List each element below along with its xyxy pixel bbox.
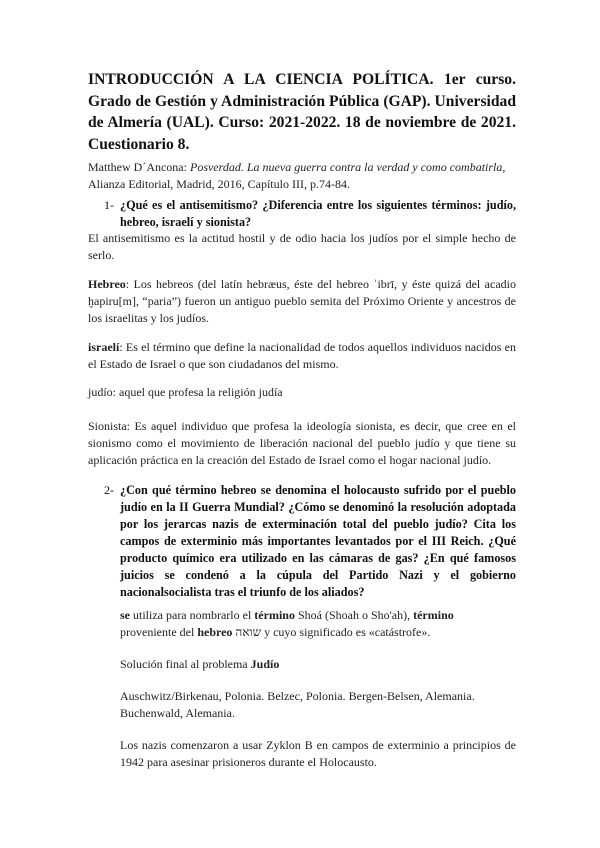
israeli-text: : Es el término que define la nacionalidad de todos aquellos individuos nacidos en el Estado de Israel o que son ciudadanos del mismo. (88, 340, 516, 371)
question-2-number: 2- (104, 483, 114, 497)
israeli-term: israelí (88, 340, 120, 354)
israeli-definition (88, 339, 516, 373)
shoa-word-1: se (120, 608, 130, 622)
shoa-word-4: hebreo (197, 625, 233, 639)
shoa-text-2: Shoá (Shoah o Sho'ah), (294, 608, 414, 622)
question-2-text: ¿Con qué término hebreo se denomina el holocausto sufrido por el pueblo judío en la II Guerra Mundial? ¿Cómo se denominó la resolución adoptada por los jerarcas nazis de exterminación total del pueblo judío? Cita los campos de exterminio más importantes levantados por el III Reich. ¿Qué producto químico era utilizado en las cámaras de gas? ¿En qué famosos juicios se condenó a la cúpula del Partido Nazi y el gobierno nacionalsocialista tras el triunfo de los aliados? (120, 483, 516, 599)
zyklon-answer: Los nazis comenzaron a usar Zyklon B en campos de exterminio a principios de 1942 para asesinar prisioneros durante el Holocausto. (120, 738, 516, 769)
solucion-final-answer (120, 656, 516, 673)
shoa-text-3: proveniente del (120, 625, 198, 639)
solucion-text: Solución final al problema (120, 657, 251, 671)
question-1-text: ¿Qué es el antisemitismo? ¿Diferencia entre los siguientes términos: judío, hebreo, israelí y sionista? (120, 198, 516, 229)
shoa-word-2: término (254, 608, 295, 622)
reference-work-title: Posverdad. La nueva guerra contra la verdad y como combatirla (189, 160, 503, 174)
campos-answer: Auschwitz/Birkenau, Polonia. Belzec, Polonia. Bergen-Belsen, Alemania. Buchenwald, Alemania. (120, 689, 475, 720)
shoa-answer (120, 607, 516, 641)
shoa-text-4: שואה y cuyo significado es «catástrofe». (232, 625, 431, 639)
question-1-number: 1- (104, 198, 114, 212)
judio-definition: judío: aquel que profesa la religión judía (88, 385, 283, 399)
shoa-text-1: utiliza para nombrarlo el (130, 608, 255, 622)
shoa-word-3: término (413, 608, 454, 622)
sionista-definition: Sionista: Es aquel individuo que profesa la ideología sionista, es decir, que cree en el sionismo como el movimiento de liberación nacional del pueblo judío y que tiene su aplicación práctica en la creación del Estado de Israel como el hogar nacional judío. (88, 419, 516, 467)
hebreo-term: Hebreo (88, 277, 126, 291)
reference-details: , Alianza Editorial, Madrid, 2016, Capítulo III, p.74-84. (88, 160, 506, 191)
document-title: INTRODUCCIÓN A LA CIENCIA POLÍTICA. 1er curso. Grado de Gestión y Administración Pública (GAP). Universidad de Almería (UAL). Curso: 2021-2022. 18 de noviembre de 2021. Cuestionario 8. (88, 71, 516, 153)
reference-author: Matthew D´Ancona: (88, 160, 187, 174)
solucion-bold: Judío (250, 657, 280, 671)
hebreo-text: : Los hebreos (del latín hebræus, éste del hebreo ʿibrī, y éste quizá del acadio ḫapiru[m], “paria”) fueron un antiguo pueblo semita del Próximo Oriente y ancestros de los israelitas y los judíos. (88, 277, 516, 325)
antisemitismo-definition: El antisemitismo es la actitud hostil y de odio hacia los judíos por el simple hecho de serlo. (88, 231, 516, 262)
hebreo-definition (88, 276, 516, 327)
reference-citation (88, 159, 528, 193)
